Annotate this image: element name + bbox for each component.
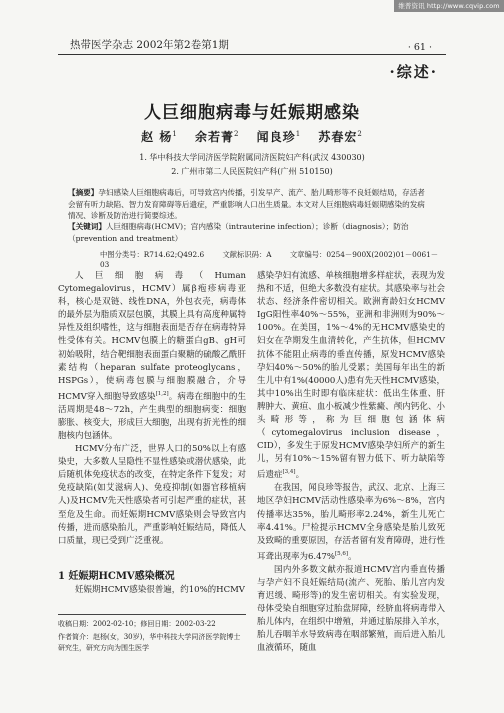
affiliation-2: 2. 广州市第二人民医院妇产科(广州 510150): [171, 167, 333, 176]
classification-line: [100, 250, 440, 269]
author: 苏春宏$^2$: [318, 130, 363, 144]
author: 赵 杨$^1$: [141, 130, 178, 144]
watermark-banner: 维普资讯 http://www.cqvip.com: [394, 0, 504, 12]
page-number: · 61 ·: [407, 42, 432, 53]
clc-number: 中图分类号：R714.62;Q492.6: [100, 250, 205, 259]
author: 闻良珍$^1$: [256, 130, 302, 144]
body-paragraph: 人巨细胞病毒（Human Cytomegalovirus，HCMV）属β疱疹病毒亚科，核心是双链、线性DNA，外包衣壳，病毒体的最外层为脂质双层包膜，其膜上具有高度种属特异性及组织嗜性，这与细胞表面是否存在病毒特异性受体有关。HCMV包膜上的糖蛋白gB、gH可初始吸附，结合靶细胞表面蛋白聚糖的硫酸乙酰肝素结构（heparan sulfate proteoglycans，HSPGs），使病毒包膜与细胞膜融合，介导HCMV穿入细胞导致感染[1,2]。病毒在细胞中的生活周期是48～72h，产生典型的细胞病变：细胞膨胀、核变大，形成巨大细胞，出现有折光性的细胞核内包涵体。: [58, 271, 246, 441]
article-id: 文章编号：0254－900X(2002)01－0061－03: [100, 250, 439, 269]
body-paragraph: 在我国，闻良珍等报告，武汉、北京、上海三地区孕妇HCMV活动性感染率为6%～8%，宫内传播率达35%，胎儿畸形率2.24%，新生儿死亡率4.41%。尸检提示HCMV全身感染是胎儿致死及致畸的重要原因，存活者留有发育障碍，进行性耳聋出现率为6.47%[5,6]。: [257, 483, 445, 562]
right-column: [257, 270, 445, 655]
keywords: [68, 221, 432, 244]
document-code: 文献标识码：A: [222, 250, 272, 259]
section-heading: 1 妊娠期HCMV感染概况: [58, 571, 175, 582]
citation: [1,2]: [155, 390, 169, 397]
keywords-text: 人巨细胞病毒(HCMV)；宫内感染（intrauterine infection）；诊断（diagnosis）；防治（prevention and treatment）: [68, 222, 409, 243]
left-column-cont: [58, 584, 246, 597]
left-column: [58, 270, 246, 548]
footnote-author: 作者简介：赵杨(女，30岁)，华中科技大学同济医学院博士研究生，研究方向为围生医学: [58, 633, 241, 652]
body-paragraph: 妊娠期HCMV感染很普遍，约10%的HCMV: [75, 585, 245, 595]
footnote-rule: [58, 614, 246, 615]
column-label: ·综述·: [389, 63, 438, 81]
keywords-label: 【关键词】: [68, 222, 106, 231]
body-paragraph: HCMV分布广泛，世界人口的50%以上有感染史，大多数人呈隐性不显性感染或潜伏感染，此后随机体免疫状态的改变，在特定条件下复发；对免疫缺陷(如艾滋病人)、免疫抑制(如器官移植病人)及HCMV先天性感染者可引起严重的症状，甚至危及生命。而妊娠期HCMV感染则会导致宫内传播，进而感染胎儿，严重影响妊娠结局，降低人口质量，现已受到广泛重视。: [58, 444, 246, 546]
abstract-text: 孕妇感染人巨细胞病毒后，可导致宫内传播，引发早产、流产、胎儿畸形等不良妊娠结局，存活者会留有听力缺陷、智力发育障碍等后遗症，严重影响人口出生质量。本文对人巨细胞病毒妊娠期感染的发病情况、诊断及防治进行简要综述。: [68, 188, 425, 220]
affiliation-1: 1. 华中科技大学同济医学院附属同济医院妇产科(武汉 430030): [139, 153, 365, 162]
citation: [3,4]: [282, 469, 296, 476]
abstract-label: 【摘要】: [68, 188, 99, 197]
author-line: [0, 128, 504, 145]
footnote-received: 收稿日期：2002-02-10；修回日期：2002-03-22: [58, 620, 216, 628]
author: 余若菁$^2$: [195, 130, 240, 144]
body-paragraph: 感染孕妇有流感、单核细胞增多样症状，表现为发热和不适，但绝大多数没有症状。其感染率与社会状态、经济条件密切相关。欧洲育龄妇女HCMV IgG阳性率40%～55%，亚洲和非洲则为90%～100%。在美国，1%～4%的无HCMV感染史的妇女在孕期发生血清转化，产生抗体，但HCMV抗体不能阻止病毒的垂直传播，原发HCMV感染孕妇40%～50%的胎儿受累；美国每年出生的新生儿中有1%(40000人)患有先天性HCMV感染，其中10%出生时即有临床症状：低出生体重、肝脾肿大、黄疸、血小板减少性紫癜、颅内钙化、小头畸形等，称为巨细胞包涵体病（cytomegalovirus inclusion disease，CID），多发生于原发HCMV感染孕妇所产的新生儿，另有10%～15%留有智力低下、听力缺陷等后遗症[3,4]。: [257, 271, 445, 481]
header-rule: [58, 54, 446, 55]
citation: [5,6]: [335, 550, 349, 557]
body-paragraph: 国内外多数文献亦报道HCMV宫内垂直传播与孕产妇不良妊娠结局(流产、死胎、胎儿宫内发育迟缓、畸形等)的发生密切相关。有实验发现，母体受染自细胞穿过胎盘屏障，经脐血将病毒带入胎儿体内，在组织中增殖，并通过胎尿排入羊水，胎儿吞咽羊水导致病毒在咽部繁殖，而后进入胎儿血液循环，随血: [257, 564, 445, 654]
abstract: [68, 187, 432, 222]
journal-header: 热带医学杂志 2002年第2卷第1期: [70, 39, 229, 51]
article-title: 人巨细胞病毒与妊娠期感染: [144, 103, 360, 123]
